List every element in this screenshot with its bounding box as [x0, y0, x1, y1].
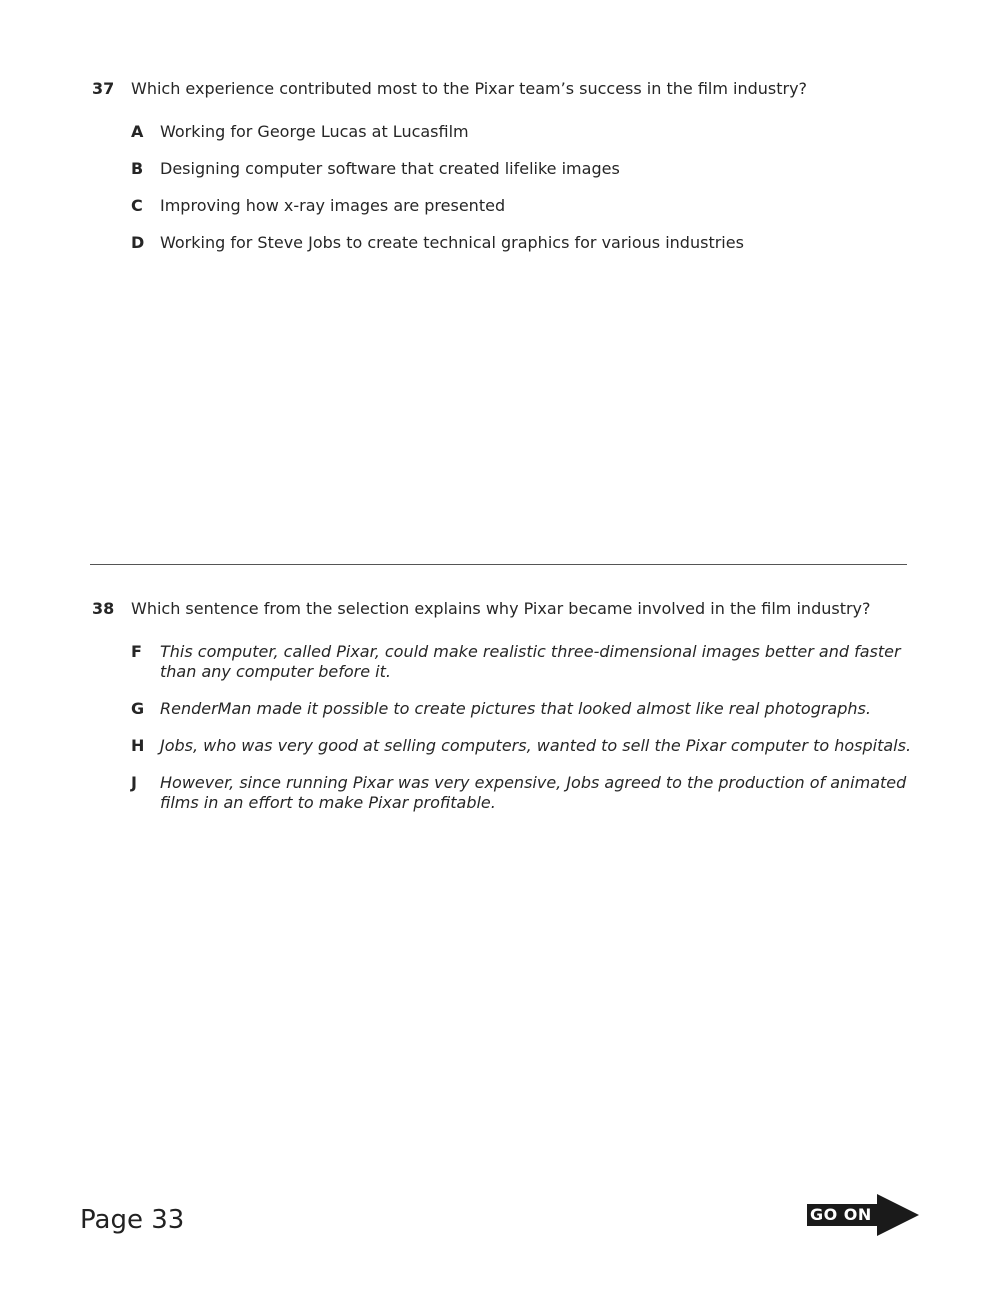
- choice-letter: F: [131, 642, 142, 661]
- choice-letter: G: [131, 699, 145, 718]
- choice-text: Designing computer software that created lifelike images: [160, 159, 620, 178]
- question-38: [92, 598, 912, 830]
- choice-d[interactable]: [131, 233, 912, 253]
- question-stem: [92, 78, 912, 100]
- go-on-arrow-icon: [807, 1194, 919, 1236]
- choice-g[interactable]: [131, 699, 912, 719]
- choice-c[interactable]: [131, 196, 912, 216]
- page-number: Page 33: [80, 1205, 185, 1235]
- choice-j[interactable]: [131, 773, 912, 813]
- choice-text: However, since running Pixar was very expensive, Jobs agreed to the production of animated films in an effort to make Pixar profitable.: [160, 773, 907, 812]
- choice-text: Jobs, who was very good at selling computers, wanted to sell the Pixar computer to hospitals.: [160, 736, 912, 755]
- question-stem: [92, 598, 912, 620]
- choice-a[interactable]: [131, 122, 912, 142]
- go-on-label: GO ON: [810, 1205, 872, 1224]
- question-text: Which experience contributed most to the Pixar team’s success in the film industry?: [131, 79, 808, 98]
- choice-text: RenderMan made it possible to create pictures that looked almost like real photographs.: [160, 699, 871, 718]
- question-number: 38: [92, 599, 115, 618]
- question-number: 37: [92, 79, 115, 98]
- answer-choices: [92, 642, 912, 813]
- choice-text: Working for Steve Jobs to create technical graphics for various industries: [160, 233, 744, 252]
- choice-letter: J: [131, 773, 137, 792]
- choice-letter: D: [131, 233, 145, 252]
- choice-text: Improving how x-ray images are presented: [160, 196, 506, 215]
- choice-letter: H: [131, 736, 145, 755]
- choice-text: Working for George Lucas at Lucasfilm: [160, 122, 469, 141]
- section-divider: [90, 564, 907, 565]
- choice-letter: C: [131, 196, 143, 215]
- choice-text: This computer, called Pixar, could make realistic three-dimensional images better and faster than any computer before it.: [160, 642, 901, 681]
- answer-choices: [92, 122, 912, 253]
- choice-h[interactable]: [131, 736, 912, 756]
- choice-f[interactable]: [131, 642, 912, 682]
- choice-letter: A: [131, 122, 144, 141]
- arrow-right-icon: [877, 1194, 919, 1236]
- choice-letter: B: [131, 159, 144, 178]
- question-37: [92, 78, 912, 270]
- choice-b[interactable]: [131, 159, 912, 179]
- question-text: Which sentence from the selection explains why Pixar became involved in the film industry?: [131, 599, 871, 618]
